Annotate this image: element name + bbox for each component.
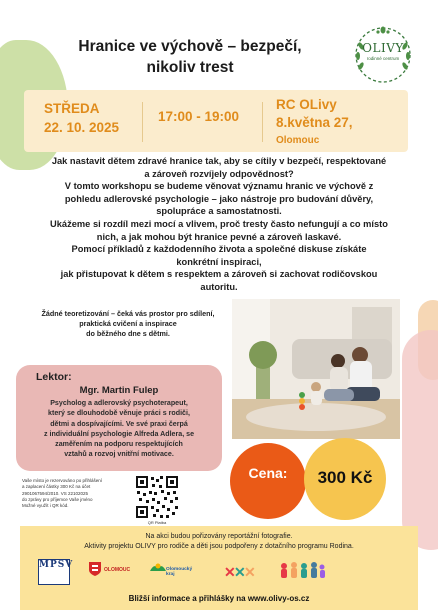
- svg-text:✕: ✕: [224, 564, 236, 580]
- intro-line: jak přistupovat k dětem s respektem a zároveň si zachovat rodičovskou: [60, 269, 378, 280]
- quote-line: praktická cvičení a inspirace: [79, 319, 177, 328]
- fineprint-line: Možné využít i QR kód.: [22, 503, 69, 509]
- people-figures-icon: [278, 559, 326, 583]
- family-photo: [232, 299, 400, 439]
- lecturer-name: Mgr. Martin Fulep: [79, 385, 159, 396]
- bio-line: který se dlouhodobě věnuje práci s rodiči,: [48, 409, 190, 418]
- olomouc-logo: [88, 559, 131, 583]
- intro-line: pohledu adlerovské psychologie – jako nástroje pro budování důvěry,: [64, 193, 374, 204]
- qr-payment-code[interactable]: [134, 474, 180, 520]
- footer-note-funding: Aktivity projektu OLIVY pro rodiče a děti jsou podpořeny z dotačního programu Rodina.: [84, 542, 354, 550]
- children-figures-icon: [220, 559, 260, 583]
- divider: [262, 102, 263, 142]
- olomouc-shield-icon: [88, 561, 102, 577]
- bio-line: z individuální psychologie Alfreda Adlera, se: [43, 429, 195, 438]
- kraj-logo-text: Olomoucký kraj: [166, 567, 193, 577]
- bio-line: dětmi a dospívajícími. Ve své praxi čerpá: [50, 419, 188, 428]
- fineprint-line: a zaplacení částky 300 Kč na účet: [22, 484, 91, 490]
- place-street: 8.května 27,: [276, 115, 353, 130]
- intro-line: V tomto workshopu se budeme věnovat významu hranic ve výchově z: [64, 181, 374, 192]
- place-city: Olomouc: [276, 135, 320, 146]
- event-day-date: [44, 99, 119, 137]
- mpsv-logo: [38, 559, 74, 585]
- intro-line: Ukážeme si rozdíl mezi mocí a vlivem, proč tresty často nefungují a co místo: [50, 218, 388, 229]
- fineprint-line: Vaše místo je rezervováno po přihlášení: [22, 478, 102, 483]
- lecturer-heading: Lektor:: [36, 371, 72, 383]
- family-friendly-logo: [220, 559, 260, 583]
- olomouc-logo-text: OLOMOUC: [104, 567, 131, 573]
- price-value: 300 Kč: [317, 468, 373, 487]
- price-label: Cena:: [248, 465, 288, 481]
- lecturer-bio: [24, 398, 214, 460]
- bio-line: vztahů a rozvoj vnitřní motivace.: [64, 450, 174, 459]
- family-center-logo: [278, 559, 326, 583]
- info-website-link[interactable]: Bližší informace a přihlášky na www.olivy-os.cz: [128, 594, 310, 603]
- price-label-circle: [230, 443, 306, 519]
- event-time: 17:00 - 19:00: [158, 109, 240, 124]
- bio-line: zaměřením na podporu respektujících: [55, 440, 183, 449]
- workshop-format-text: [28, 309, 228, 339]
- mpsv-logo-text: MPSV: [39, 560, 74, 570]
- event-info-bar: [24, 90, 408, 152]
- event-date: 22. 10. 2025: [44, 120, 120, 135]
- lecturer-box: [16, 365, 222, 471]
- decorative-rose-blob: [402, 330, 438, 550]
- place-name: RC OLivy: [276, 97, 337, 112]
- payment-info: [22, 478, 126, 509]
- footer-notes: [20, 532, 418, 551]
- intro-line: a zároveň rozvíjely odpovědnost?: [144, 168, 294, 179]
- olomoucky-kraj-logo: [148, 559, 200, 583]
- title-line-2: nikoliv trest: [146, 59, 234, 76]
- footer: [20, 526, 418, 610]
- intro-line: autoritu.: [200, 281, 238, 292]
- event-place: [276, 96, 353, 150]
- qr-label: QR Platba: [147, 520, 167, 525]
- logo-subtitle: rodinné centrum: [366, 56, 400, 61]
- divider: [142, 102, 143, 142]
- kraj-emblem-icon: [148, 561, 168, 575]
- fineprint-line: 2901067594/2010. VS 22102025: [22, 490, 89, 496]
- intro-line: spolupráce a samostatnosti.: [156, 206, 282, 217]
- olivy-logo: [352, 24, 414, 86]
- quote-line: Žádné teoretizování – čeká vás prostor pro sdílení,: [41, 309, 215, 318]
- footer-note-photos: Na akci budou pořizovány reportážní fotografie.: [145, 533, 293, 540]
- svg-text:✕: ✕: [234, 564, 246, 580]
- intro-line: Pomocí příkladů z každodenního života a společné diskuse získáte: [71, 244, 367, 255]
- intro-line: konkrétní inspiraci,: [176, 256, 262, 267]
- logo-name: OLIVY: [362, 41, 404, 55]
- page-title: [40, 36, 340, 78]
- intro-text: [26, 155, 412, 294]
- qr-code-icon: [134, 474, 180, 520]
- svg-text:✕: ✕: [244, 564, 256, 580]
- price-value-circle: [304, 438, 386, 520]
- event-day: STŘEDA: [44, 101, 100, 116]
- intro-line: nich, a jak mohou být hranice pevné a zároveň laskavé.: [96, 231, 342, 242]
- intro-line: Jak nastavit dětem zdravé hranice tak, aby se cítily v bezpečí, respektované: [51, 156, 387, 166]
- title-line-1: Hranice ve výchově – bezpečí,: [78, 38, 302, 55]
- bio-line: Psycholog a adlerovský psychoterapeut,: [50, 399, 188, 407]
- fineprint-line: do zprávy pro příjemce Vaše jméno: [22, 496, 93, 502]
- quote-line: do běžného dne s dětmi.: [86, 329, 170, 338]
- laurel-wreath-icon: [352, 24, 414, 86]
